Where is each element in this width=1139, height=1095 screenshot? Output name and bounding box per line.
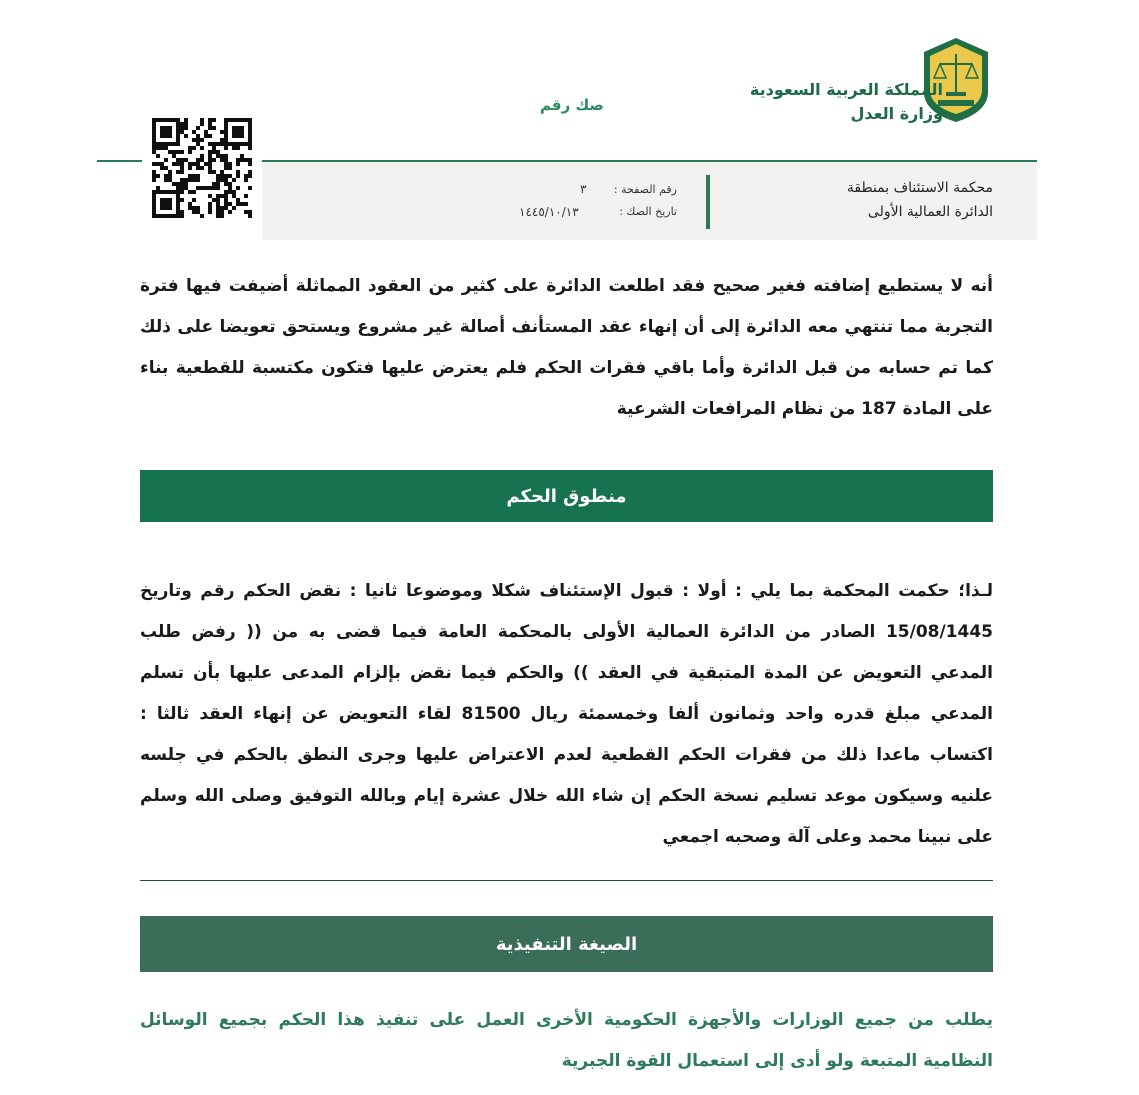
metadata-band xyxy=(262,162,1037,240)
court-name: محكمة الاستئناف بمنطقة xyxy=(846,180,993,196)
reasoning-paragraph: أنه لا يستطيع إضافته فغير صحيح فقد اطلعت الدائرة على كثير من العقود المماثلة أضيفت فيها فترة التجربة مما تنتهي معه الدائرة إلى أن إنهاء عقد المستأنف أصالة غير مشروع ويستحق تعويضا على ذلك كما تم حسابه من قبل الدائرة وأما باقي فقرات الحكم فلم يعترض عليها فتكون مكتسبة للقطعية بناء على المادة 187 من نظام المرافعات الشرعية xyxy=(140,276,993,419)
executive-formula-paragraph: يطلب من جميع الوزارات والأجهزة الحكومية الأخرى العمل على تنفيذ هذا الحكم بجميع الوسائل النظامية المتبعة ولو أدى إلى استعمال القوة الجبرية xyxy=(140,1010,993,1071)
executive-formula-heading xyxy=(140,916,993,972)
page-number-value: ٣ xyxy=(580,182,587,196)
deed-date-label: تاريخ الصك : xyxy=(619,205,677,218)
ministry-title: وزارة العدل xyxy=(850,104,943,123)
section-divider xyxy=(140,880,993,881)
verdict-heading xyxy=(140,470,993,522)
executive-formula-heading-text: الصيغة التنفيذية xyxy=(495,933,638,955)
header-vertical-separator xyxy=(706,175,710,229)
page-number-label: رقم الصفحة : xyxy=(613,183,677,196)
kingdom-title: المملكة العربية السعودية xyxy=(749,80,943,99)
verdict-paragraph: لـذا؛ حكمت المحكمة بما يلي : أولا : قبول الإستئناف شكلا وموضوعا ثانيا : نقض الحكم رقم وتاريخ 15/08/1445 الصادر من الدائرة العمالية الأولى بالمحكمة العامة فيما قضى به من (( رفض طلب المدعي التعويض عن المدة المتبقية في العقد )) والحكم فيما نقض بإلزام المدعى عليها بأن تسلم المدعي مبلغ قدره واحد وثمانون ألفا وخمسمئة ريال 81500 لقاء التعويض عن إنهاء العقد ثالثا : اكتساب ماعدا ذلك من فقرات الحكم القطعية لعدم الاعتراض عليها وجرى النطق بالحكم في جلسه علنيه وسيكون موعد تسليم نسخة الحكم إن شاء الله خلال عشرة إيام وبالله التوفيق وصلى الله وسلم على نبينا محمد وعلى آلة وصحبه اجمعي xyxy=(140,581,994,847)
circuit-name: الدائرة العمالية الأولى xyxy=(867,204,993,220)
deed-date-value: ١٤٤٥/١٠/١٣ xyxy=(519,205,579,219)
qr-code-icon xyxy=(142,110,262,226)
deed-number-label: صك رقم xyxy=(540,96,604,114)
verdict-heading-text: منطوق الحكم xyxy=(506,485,627,507)
